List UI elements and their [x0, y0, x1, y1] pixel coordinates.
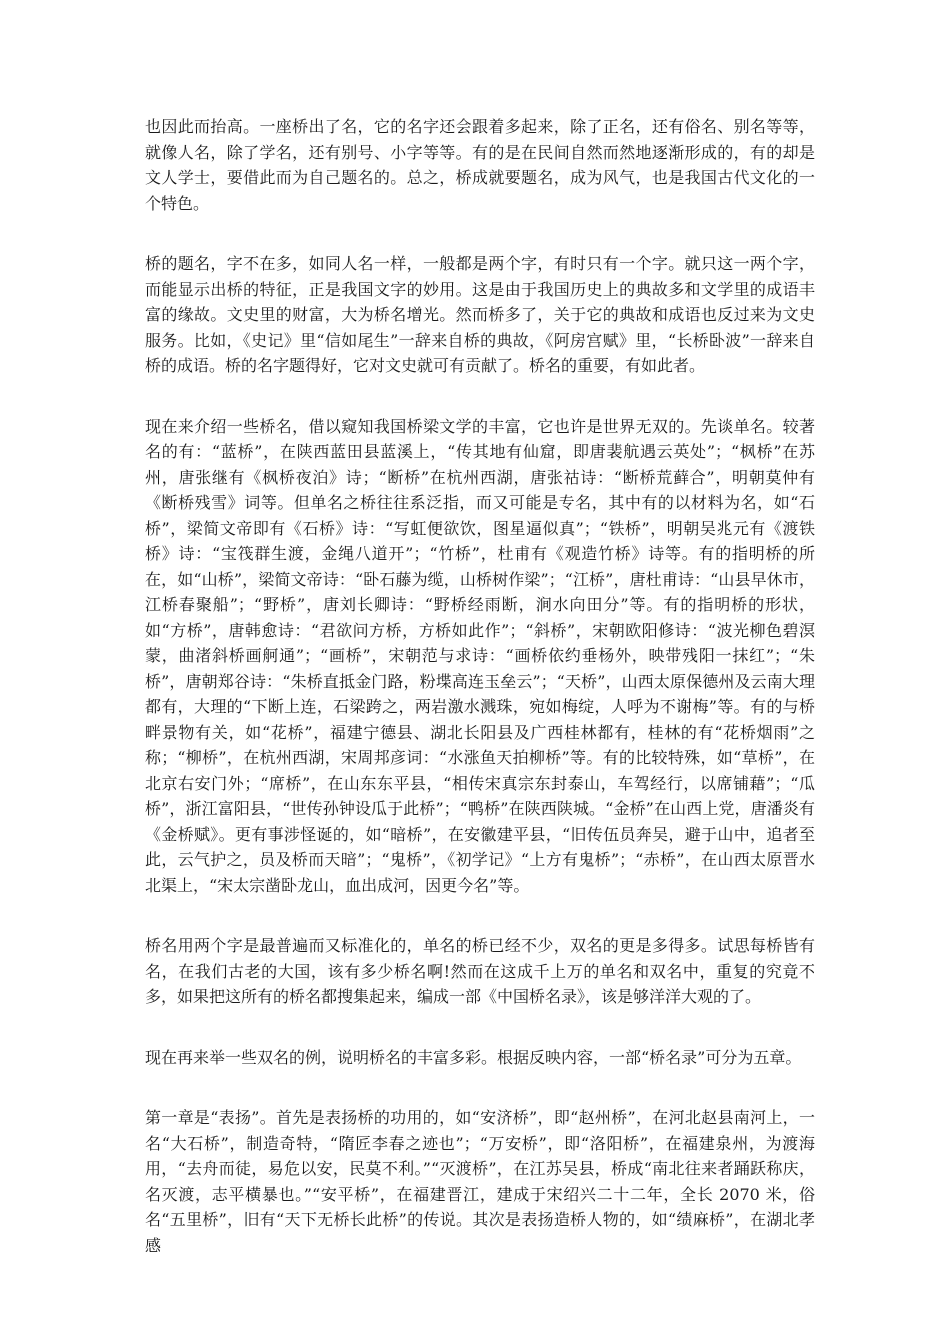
paragraph-5: 现在再来举一些双名的例，说明桥名的丰富多彩。根据反映内容，一部“桥名录”可分为五章。: [145, 1047, 802, 1067]
paragraph-4: 桥名用两个字是最普遍而又标准化的，单名的桥已经不少，双名的更是多得多。试思每桥皆有名，在我们古老的大国，该有多少桥名啊!然而在这成千上万的单名和双名中，重复的究竟不多，如果把这所有的桥名都搜集起来，编成一部《中国桥名录》，该是够洋洋大观的了。: [145, 936, 815, 1006]
paragraph-2: 桥的题名，字不在多，如同人名一样，一般都是两个字，有时只有一个字。就只这一两个字，而能显示出桥的特征，正是我国文字的妙用。这是由于我国历史上的典故多和文学里的成语丰富的缘故。文史里的财富，大为桥名增光。然而桥多了，关于它的典故和成语也反过来为文史服务。比如，《史记》里“信如尾生”一辞来自桥的典故，《阿房宫赋》里，“长桥卧波”一辞来自桥的成语。桥的名字题得好，它对文史就可有贡献了。桥名的重要，有如此者。: [145, 254, 815, 375]
document-body: [145, 114, 815, 1258]
paragraph-6: 第一章是“表扬”。首先是表扬桥的功用的，如“安济桥”，即“赵州桥”，在河北赵县南河上，一名“大石桥”，制造奇特，“隋匠李春之迹也”；“万安桥”，即“洛阳桥”，在福建泉州，为渡海用，“去舟而徒，易危以安，民莫不利。”“灭渡桥”，在江苏吴县，桥成“南北往来者踊跃称庆，名灭渡，志平横暴也。”“安平桥”，在福建晋江，建成于宋绍兴二十二年，全长 2070 米，俗名“五里桥”，旧有“天下无桥长此桥”的传说。其次是表扬造桥人物的，如“绩麻桥”，在湖北孝感: [145, 1108, 815, 1255]
paragraph-3: 现在来介绍一些桥名，借以窥知我国桥梁文学的丰富，它也许是世界无双的。先谈单名。较著名的有：“蓝桥”，在陕西蓝田县蓝溪上，“传其地有仙窟，即唐裴航遇云英处”；“枫桥”在苏州，唐张继有《枫桥夜泊》诗；“断桥”在杭州西湖，唐张祜诗：“断桥荒藓合”，明朝莫仲有《断桥残雪》词等。但单名之桥往往系泛指，而又可能是专名，其中有的以材料为名，如“石桥”，梁简文帝即有《石桥》诗：“写虹便欲饮，图星逼似真”；“铁桥”，明朝吴兆元有《渡铁桥》诗：“宝筏群生渡，金绳八道开”；“竹桥”，杜甫有《观造竹桥》诗等。有的指明桥的所在，如“山桥”，梁简文帝诗：“卧石藤为缆，山桥树作梁”；“江桥”，唐杜甫诗：“山县早休市，江桥春聚船”；“野桥”，唐刘长卿诗：“野桥经雨断，涧水向田分”等。有的指明桥的形状，如“方桥”，唐韩愈诗：“君欲问方桥，方桥如此作”；“斜桥”，宋朝欧阳修诗：“波光柳色碧溟蒙，曲渚斜桥画舸通”；“画桥”，宋朝范与求诗：“画桥依约垂杨外，映带残阳一抹红”；“朱桥”，唐朝郑谷诗：“朱桥直抵金门路，粉堞高连玉垒云”；“天桥”，山西太原保德州及云南大理都有，大理的“下断上连，石梁跨之，两岩激水溅珠，宛如梅绽，人呼为不谢梅”等。有的与桥畔景物有关，如“花桥”，福建宁德县、湖北长阳县及广西桂林都有，桂林的有“花桥烟雨”之称；“柳桥”，在杭州西湖，宋周邦彦词：“水涨鱼天拍柳桥”等。有的比较特殊，如“草桥”，在北京右安门外；“席桥”，在山东东平县，“相传宋真宗东封泰山，车驾经行，以席铺藉”；“瓜桥”，浙江富阳县，“世传孙钟设瓜于此桥”；“鸭桥”在陕西陕城。“金桥”在山西上党，唐潘炎有《金桥赋》。更有事涉怪诞的，如“暗桥”，在安徽建平县，“旧传伍员奔吴，避于山中，追者至此，云气护之，员及桥而天暗”；“鬼桥”，《初学记》“上方有鬼桥”；“赤桥”，在山西太原晋水北渠上，“宋太宗凿卧龙山，血出成河，因更今名”等。: [145, 416, 815, 895]
paragraph-1: 也因此而抬高。一座桥出了名，它的名字还会跟着多起来，除了正名，还有俗名、别名等等，就像人名，除了学名，还有别号、小字等等。有的是在民间自然而然地逐渐形成的，有的却是文人学士，要借此而为自己题名的。总之，桥成就要题名，成为风气，也是我国古代文化的一个特色。: [145, 117, 815, 213]
